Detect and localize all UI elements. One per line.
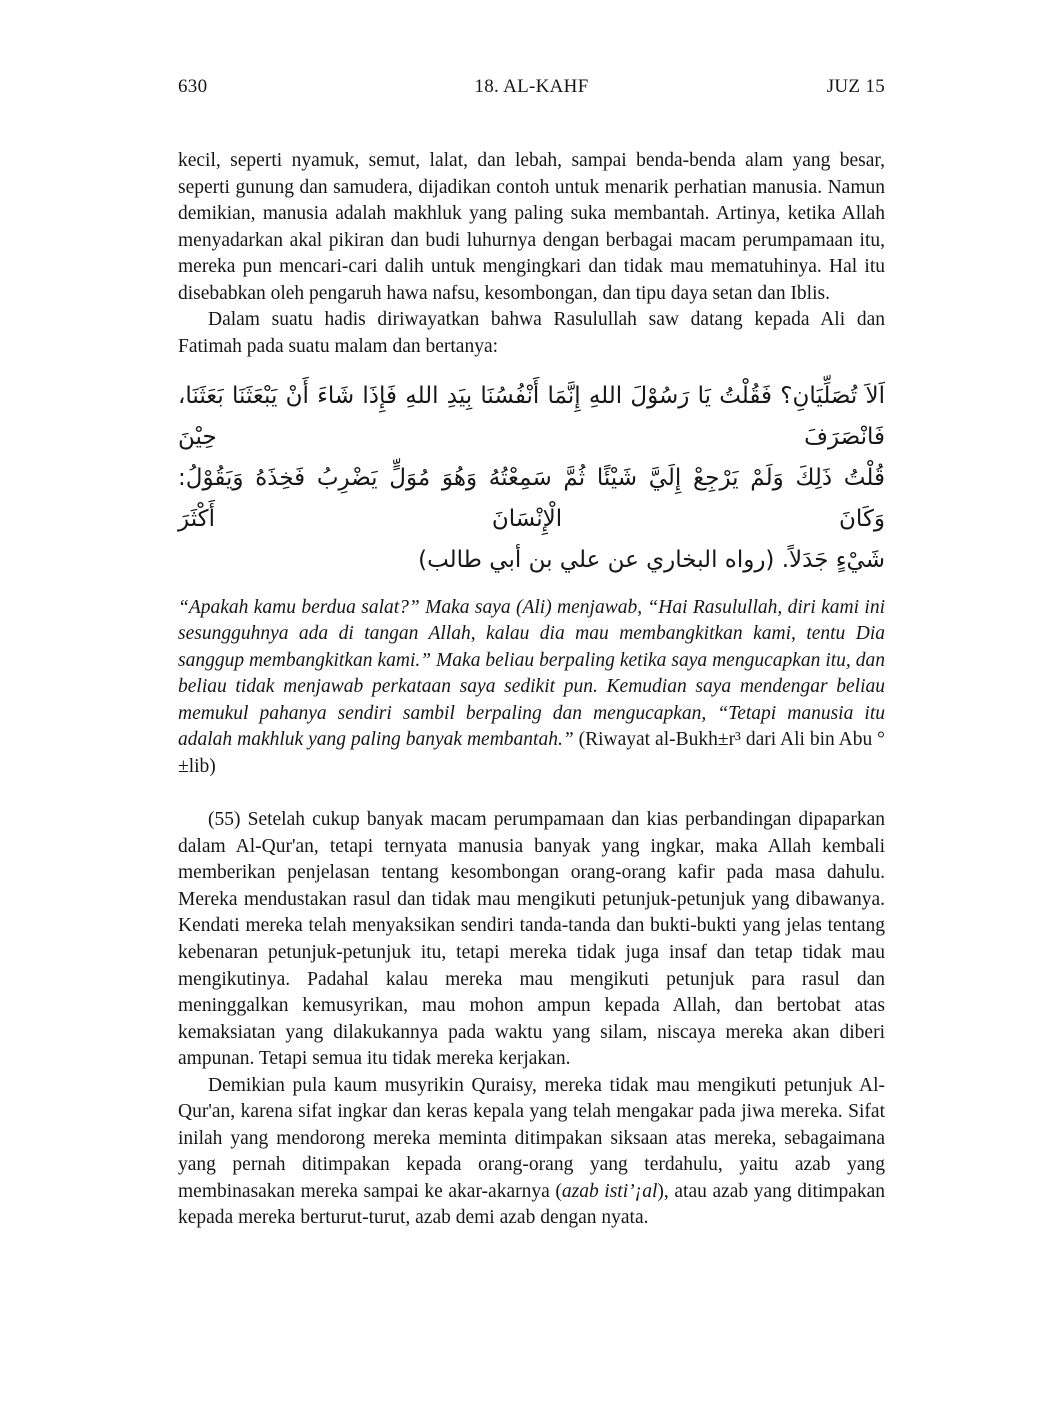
closing-term-italic: azab isti’¡al bbox=[561, 1180, 658, 1202]
hadith-translation-text: “Apakah kamu berdua salat?” Maka saya (Ali) menjawab, “Hai Rasulullah, diri kami ini sesungguhnya ada di tangan Allah, kalau dia mau membangkitkan kami, tentu Dia sanggup membangkitkan kami.” Maka beliau berpaling ketika saya mengucapkan itu, dan beliau tidak menjawab perkataan saya sedikit pun. Kemudian saya mendengar beliau memukul pahanya sendiri sambil berpaling dan mengucapkan, “Tetapi manusia itu adalah makhluk yang paling banyak membantah.” bbox=[178, 596, 885, 751]
paragraph-closing bbox=[178, 1073, 885, 1232]
page-header bbox=[178, 76, 885, 98]
paragraph-continuation: kecil, seperti nyamuk, semut, lalat, dan lebah, sampai benda-benda alam yang besar, seperti gunung dan samudera, dijadikan contoh untuk menarik perhatian manusia. Namun demikian, manusia adalah makhluk yang paling suka membantah. Artinya, ketika Allah menyadarkan akal pikiran dan budi luhurnya dengan berbagai macam perumpamaan itu, mereka pun mencari-cari dalih untuk mengingkari dan tidak mau mematuhinya. Hal itu disebabkan oleh pengaruh hawa nafsu, kesombongan, dan tipu daya setan dan Iblis. bbox=[178, 150, 885, 304]
hadith-arabic-line-1: اَلاَ تُصَلِّيَانِ؟ فَقُلْتُ يَا رَسُوْلَ اللهِ إِنَّمَا أَنْفُسُنَا بِيَدِ اللهِ فَإِذَا شَاءَ أَنْ يَبْعَثَنَا بَعَثَنَا، فَانْصَرَفَ حِيْنَ bbox=[178, 383, 885, 451]
hadith-attribution: (Riwayat al-Bukh±r³ dari Ali bin Abu ° ±lib) bbox=[178, 729, 885, 777]
hadith-arabic-text bbox=[178, 376, 885, 581]
page-number: 630 bbox=[178, 76, 208, 97]
surah-title: 18. AL-KAHF bbox=[474, 76, 589, 97]
paragraph-verse-55-commentary: (55) Setelah cukup banyak macam perumpamaan dan kias perbandingan dipaparkan dalam Al-Qur'an, tetapi ternyata manusia banyak yang ingkar, maka Allah kembali memberikan penjelasan tentang kesombongan orang-orang kafir pada masa dahulu. Mereka mendustakan rasul dan tidak mau mengikuti petunjuk-petunjuk yang dibawanya. Kendati mereka telah menyaksikan sendiri tanda-tanda dan bukti-bukti yang jelas tentang kebenaran petunjuk-petunjuk itu, tetapi mereka tidak juga insaf dan tetap tidak mau mengikutinya. Padahal kalau mereka mau mengikuti petunjuk para rasul dan meninggalkan kemusyrikan, mau mohon ampun kepada Allah, dan bertobat atas kemaksiatan yang dilakukannya pada waktu yang silam, niscaya mereka akan diberi ampunan. Tetapi semua itu tidak mereka kerjakan. bbox=[178, 809, 885, 1070]
paragraph-hadith-intro: Dalam suatu hadis diriwayatkan bahwa Rasulullah saw datang kepada Ali dan Fatimah pada suatu malam dan bertanya: bbox=[178, 309, 885, 357]
hadith-arabic-line-2: قُلْتُ ذَلِكَ وَلَمْ يَرْجِعْ إِلَيَّ شَيْئًا ثُمَّ سَمِعْتُهُ وَهُوَ مُوَلٍّ يَضْرِبُ فَخِذَهُ وَيَقُوْلُ: وَكَانَ الْإِنْسَانَ أَكْثَرَ bbox=[178, 465, 885, 532]
closing-text-before: Demikian pula kaum musyrikin Quraisy, mereka tidak mau mengikuti petunjuk Al-Qur'an, karena sifat ingkar dan keras kepala yang telah mengakar pada jiwa mereka. Sifat inilah yang mendorong mereka meminta ditimpakan siksaan atas mereka, sebagaimana yang pernah ditimpakan kepada orang-orang yang terdahulu, yaitu azab yang membinasakan mereka sampai ke akar-akarnya ( bbox=[178, 1074, 885, 1202]
juz-label: JUZ 15 bbox=[826, 76, 885, 97]
closing-text-after: ), atau azab yang ditimpakan kepada mereka berturut-turut, azab demi azab dengan nyata. bbox=[178, 1180, 886, 1229]
paragraph-hadith-translation bbox=[178, 595, 885, 781]
hadith-arabic-line-3: شَيْءٍ جَدَلاً. (رواه البخاري عن علي بن أبي طالب) bbox=[418, 546, 885, 573]
page-content bbox=[178, 148, 885, 1232]
